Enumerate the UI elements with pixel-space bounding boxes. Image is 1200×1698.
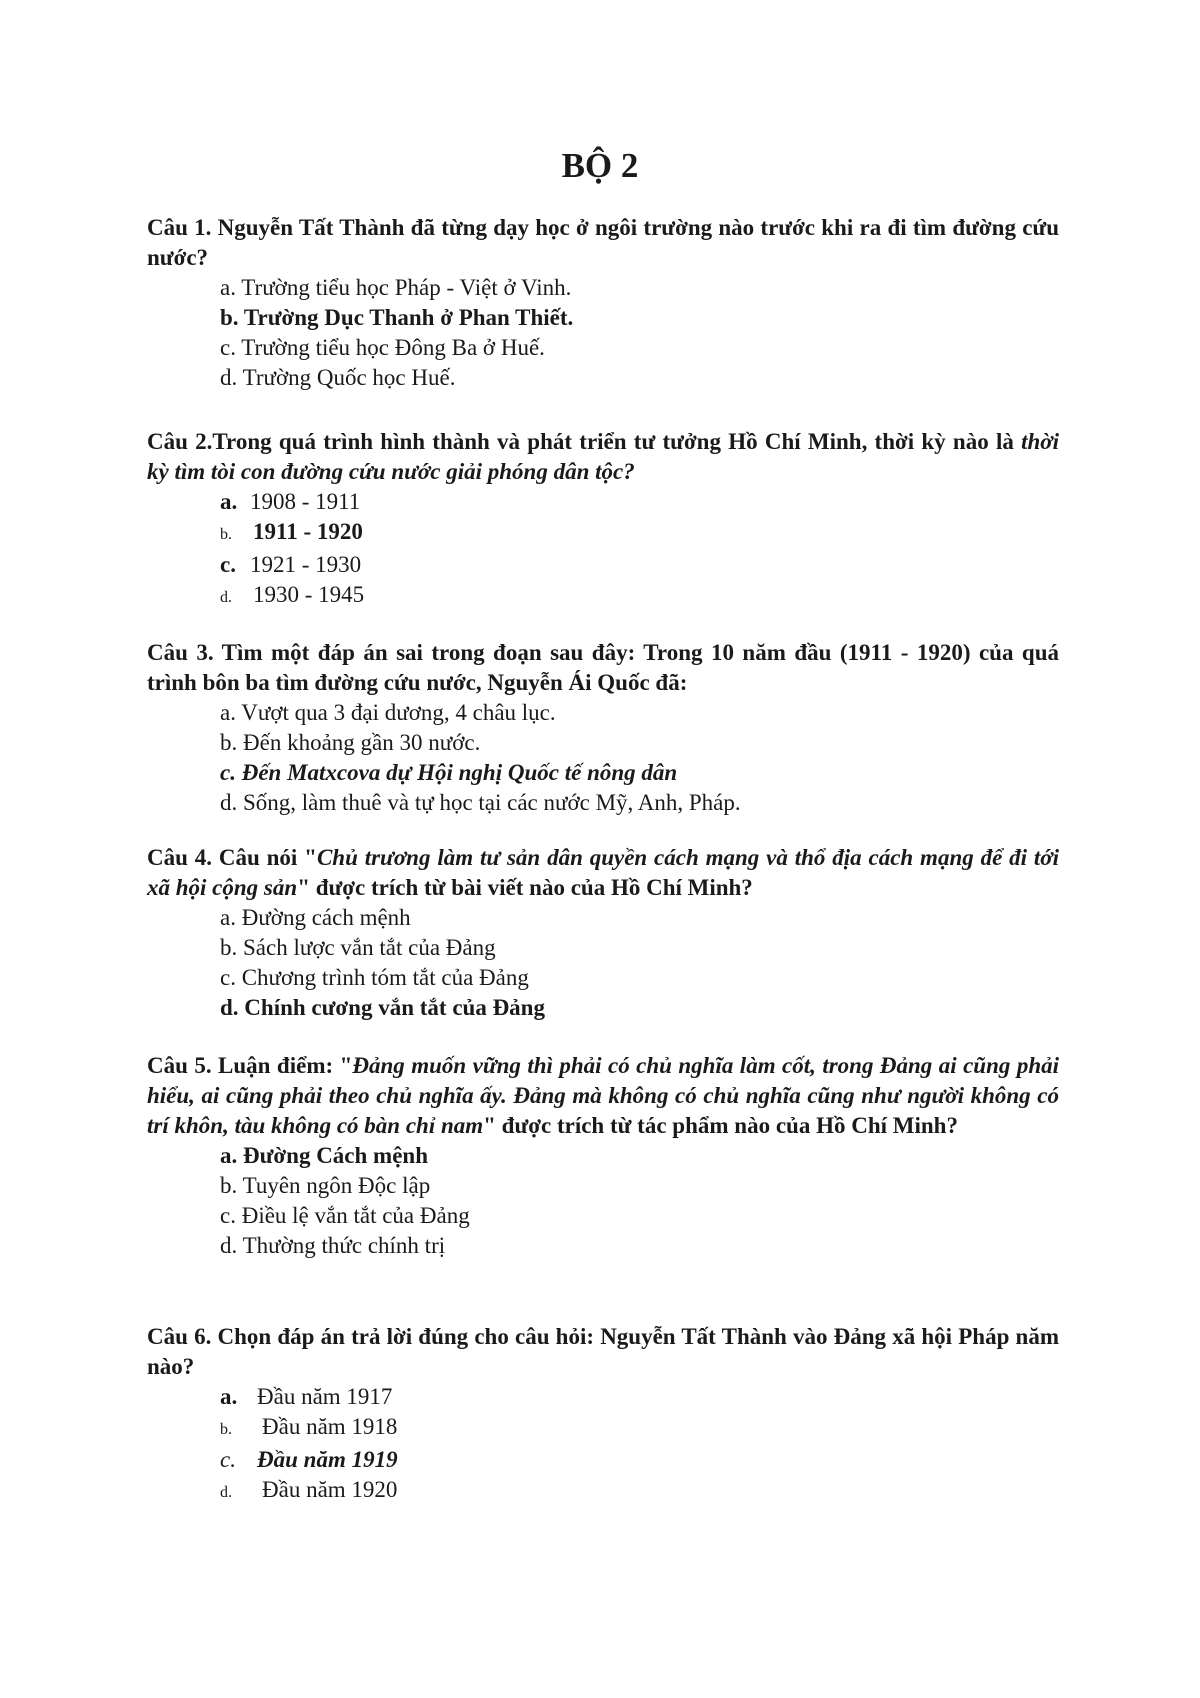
option-c[interactable]: c. Trường tiểu học Đông Ba ở Huế. xyxy=(220,335,545,360)
question-text: Câu 6. Chọn đáp án trả lời đúng cho câu hỏi: Nguyễn Tất Thành vào Đảng xã hội Pháp năm nào? xyxy=(147,1324,1059,1379)
answer-options xyxy=(147,273,1059,393)
option-d[interactable]: d. Sống, làm thuê và tự học tại các nước Mỹ, Anh, Pháp. xyxy=(220,790,741,815)
question-label: Câu 1. xyxy=(147,215,212,240)
option-c-correct[interactable]: c. Đầu năm 1919 xyxy=(220,1447,398,1472)
answer-options xyxy=(147,903,1059,1023)
option-a[interactable]: a. Trường tiểu học Pháp - Việt ở Vinh. xyxy=(220,275,572,300)
question-text: Câu 3. Tìm một đáp án sai trong đoạn sau đây: Trong 10 năm đầu (1911 - 1920) của quá trình bôn ba tìm đường cứu nước, Nguyễn Ái Quốc đã: xyxy=(147,640,1059,695)
option-d[interactable]: d. Đầu năm 1920 xyxy=(220,1477,398,1502)
question-5 xyxy=(147,1051,1059,1261)
option-b-correct[interactable]: b. 1911 - 1920 xyxy=(220,519,363,544)
option-d[interactable]: d. 1930 - 1945 xyxy=(220,582,365,607)
question-4 xyxy=(147,843,1059,1023)
option-a-correct[interactable]: a. Đường Cách mệnh xyxy=(220,1143,428,1168)
answer-options xyxy=(147,698,1059,818)
question-2 xyxy=(147,427,1059,613)
question-text: Câu 4. Câu nói "Chủ trương làm tư sản dân quyền cách mạng và thổ địa cách mạng để đi tới xã hội cộng sản" được trích từ bài viết nào của Hồ Chí Minh? xyxy=(147,845,1060,900)
question-text: Câu 5. Luận điểm: "Đảng muốn vững thì phải có chủ nghĩa làm cốt, trong Đảng ai cũng phải hiểu, ai cũng phải theo chủ nghĩa ấy. Đảng mà không có chủ nghĩa cũng như người không có trí khôn, tàu không có bàn chỉ nam" được trích từ tác phẩm nào của Hồ Chí Minh? xyxy=(147,1053,1060,1138)
question-label: Câu 3. xyxy=(147,640,214,665)
question-text: Câu 1. Nguyễn Tất Thành đã từng dạy học ở ngôi trường nào trước khi ra đi tìm đường cứu nước? xyxy=(147,215,1059,270)
option-c-correct[interactable]: c. Đến Matxcova dự Hội nghị Quốc tế nông dân xyxy=(220,760,678,785)
option-b[interactable]: b. Tuyên ngôn Độc lập xyxy=(220,1173,431,1198)
option-a[interactable]: a. Đầu năm 1917 xyxy=(220,1384,393,1409)
option-c[interactable]: c. 1921 - 1930 xyxy=(220,552,362,577)
option-c[interactable]: c. Điều lệ vắn tắt của Đảng xyxy=(220,1203,470,1228)
option-b-correct[interactable]: b. Trường Dục Thanh ở Phan Thiết. xyxy=(220,305,574,330)
option-a[interactable]: a. 1908 - 1911 xyxy=(220,489,361,514)
option-d[interactable]: d. Trường Quốc học Huế. xyxy=(220,365,456,390)
question-label: Câu 5. xyxy=(147,1053,212,1078)
option-b[interactable]: b. Sách lược vắn tắt của Đảng xyxy=(220,935,496,960)
option-c[interactable]: c. Chương trình tóm tắt của Đảng xyxy=(220,965,529,990)
question-text: Câu 2.Trong quá trình hình thành và phát triển tư tưởng Hồ Chí Minh, thời kỳ nào là thời kỳ tìm tòi con đường cứu nước giải phóng dân tộc? xyxy=(147,429,1059,484)
question-3 xyxy=(147,638,1059,818)
page-title: BỘ 2 xyxy=(561,146,639,185)
answer-options xyxy=(147,1382,1059,1508)
option-d[interactable]: d. Thường thức chính trị xyxy=(220,1233,446,1258)
answer-options xyxy=(147,487,1059,613)
option-a[interactable]: a. Vượt qua 3 đại dương, 4 châu lục. xyxy=(220,700,556,725)
question-1 xyxy=(147,213,1059,393)
question-label: Câu 4. xyxy=(147,845,213,870)
question-label: Câu 6. xyxy=(147,1324,212,1349)
option-a[interactable]: a. Đường cách mệnh xyxy=(220,905,411,930)
option-d-correct[interactable]: d. Chính cương vắn tắt của Đảng xyxy=(220,995,545,1020)
question-label: Câu 2. xyxy=(147,429,213,454)
option-b[interactable]: b. Đến khoảng gần 30 nước. xyxy=(220,730,481,755)
option-b[interactable]: b. Đầu năm 1918 xyxy=(220,1414,398,1439)
question-6 xyxy=(147,1322,1059,1508)
answer-options xyxy=(147,1141,1059,1261)
